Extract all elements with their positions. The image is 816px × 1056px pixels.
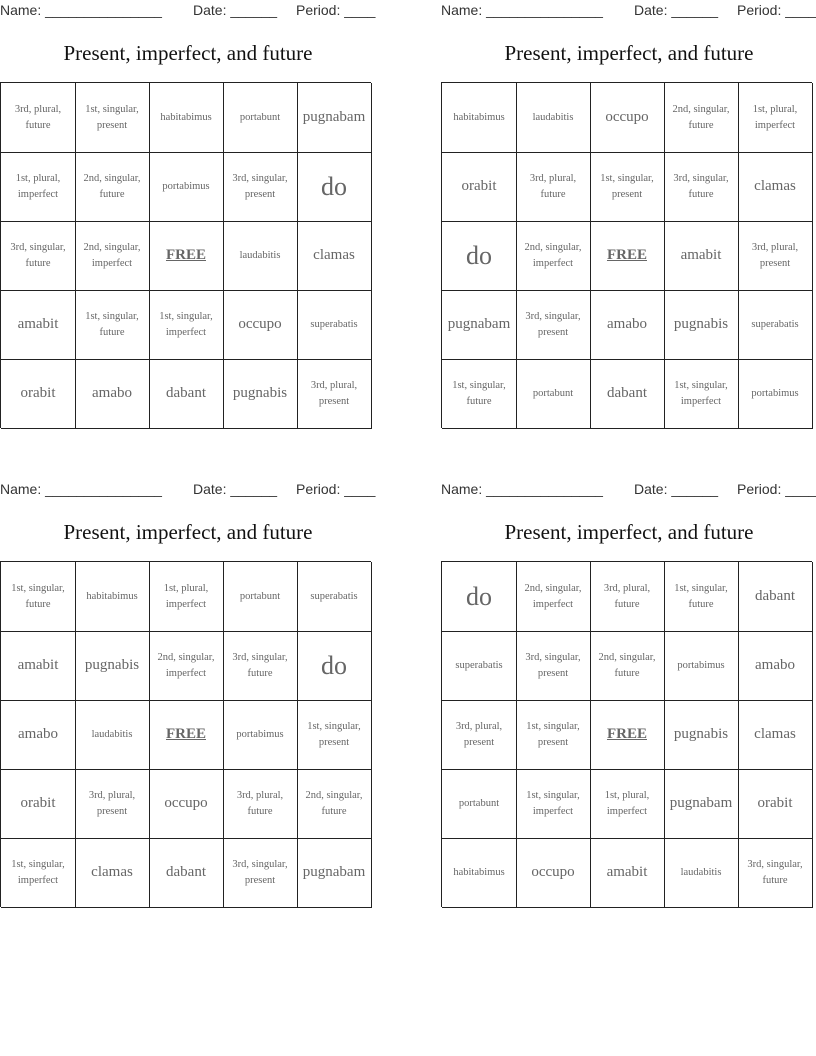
bingo-cell: pugnabam (442, 290, 517, 360)
bingo-cell: amabit (1, 631, 76, 701)
date-field: Date: ______ (193, 2, 278, 18)
card-header (0, 479, 376, 499)
bingo-cell: clamas (75, 838, 150, 908)
card-header (441, 479, 816, 499)
bingo-cell: superabatis (297, 562, 372, 632)
bingo-cell: 2nd, singular, future (590, 631, 665, 701)
bingo-cell: 3rd, plural, present (442, 700, 517, 770)
bingo-cell: amabo (738, 631, 813, 701)
name-field: Name: _______________ (0, 2, 162, 18)
bingo-cell: portabunt (223, 83, 298, 153)
bingo-cell: dabant (149, 359, 224, 429)
bingo-grid (0, 561, 371, 907)
bingo-cell: do (297, 631, 372, 701)
free-space-cell: FREE (149, 700, 224, 770)
card-title: Present, imperfect, and future (63, 41, 313, 65)
bingo-cell: orabit (1, 359, 76, 429)
name-field: Name: _______________ (441, 481, 603, 497)
bingo-cell: habitabimus (75, 562, 150, 632)
bingo-cell: dabant (149, 838, 224, 908)
card-header (441, 0, 816, 20)
bingo-cell: 3rd, singular, future (1, 221, 76, 291)
free-space-cell: FREE (149, 221, 224, 291)
bingo-cell: 1st, singular, future (442, 359, 517, 429)
bingo-cell: 1st, singular, future (1, 562, 76, 632)
bingo-cell: clamas (738, 152, 813, 222)
free-space-cell: FREE (590, 221, 665, 291)
bingo-cell: 3rd, singular, future (738, 838, 813, 908)
bingo-grid (441, 82, 812, 428)
bingo-cell: superabatis (297, 290, 372, 360)
bingo-cell: portabimus (738, 359, 813, 429)
bingo-cell: pugnabam (297, 838, 372, 908)
period-field: Period: ____ (296, 481, 376, 497)
bingo-cell: 1st, singular, present (297, 700, 372, 770)
bingo-cell: pugnabis (664, 700, 739, 770)
bingo-cell: pugnabam (664, 769, 739, 839)
bingo-cell: 1st, plural, imperfect (149, 562, 224, 632)
bingo-cell: 1st, plural, imperfect (1, 152, 76, 222)
bingo-cell: 3rd, singular, present (223, 152, 298, 222)
bingo-cell: 1st, singular, future (75, 290, 150, 360)
bingo-cell: 1st, singular, imperfect (1, 838, 76, 908)
bingo-cell: amabo (1, 700, 76, 770)
bingo-cell: 1st, singular, present (75, 83, 150, 153)
free-space-cell: FREE (590, 700, 665, 770)
bingo-cell: clamas (297, 221, 372, 291)
bingo-cell: occupo (516, 838, 591, 908)
bingo-cell: 1st, plural, imperfect (738, 83, 813, 153)
bingo-cell: habitabimus (149, 83, 224, 153)
date-field: Date: ______ (634, 2, 719, 18)
bingo-cell: amabo (590, 290, 665, 360)
bingo-cell: 3rd, singular, present (223, 838, 298, 908)
date-field: Date: ______ (634, 481, 719, 497)
bingo-cell: 2nd, singular, future (75, 152, 150, 222)
bingo-cell: habitabimus (442, 838, 517, 908)
bingo-cell: 3rd, plural, present (297, 359, 372, 429)
bingo-cell: dabant (590, 359, 665, 429)
bingo-cell: pugnabis (223, 359, 298, 429)
bingo-cell: occupo (149, 769, 224, 839)
bingo-grid (441, 561, 812, 907)
card-title: Present, imperfect, and future (63, 520, 313, 544)
bingo-cell: 2nd, singular, imperfect (75, 221, 150, 291)
bingo-cell: laudabitis (664, 838, 739, 908)
bingo-cell: laudabitis (516, 83, 591, 153)
name-field: Name: _______________ (441, 2, 603, 18)
bingo-cell: 3rd, singular, future (223, 631, 298, 701)
bingo-cell: do (442, 562, 517, 632)
bingo-cell: amabit (664, 221, 739, 291)
bingo-cell: 3rd, singular, present (516, 631, 591, 701)
bingo-cell: orabit (738, 769, 813, 839)
bingo-cell: amabo (75, 359, 150, 429)
bingo-cell: 1st, singular, present (590, 152, 665, 222)
bingo-cell: occupo (223, 290, 298, 360)
bingo-cell: 3rd, singular, present (516, 290, 591, 360)
bingo-cell: 3rd, plural, future (590, 562, 665, 632)
bingo-cell: portabunt (442, 769, 517, 839)
name-field: Name: _______________ (0, 481, 162, 497)
bingo-cell: occupo (590, 83, 665, 153)
bingo-cell: 2nd, singular, future (664, 83, 739, 153)
bingo-cell: amabit (1, 290, 76, 360)
date-field: Date: ______ (193, 481, 278, 497)
bingo-cell: 3rd, plural, future (516, 152, 591, 222)
bingo-cell: 1st, singular, imperfect (664, 359, 739, 429)
bingo-cell: orabit (1, 769, 76, 839)
bingo-cell: amabit (590, 838, 665, 908)
bingo-cell: 3rd, singular, future (664, 152, 739, 222)
bingo-cell: laudabitis (75, 700, 150, 770)
bingo-grid (0, 82, 371, 428)
bingo-cell: 1st, singular, present (516, 700, 591, 770)
bingo-cell: portabimus (223, 700, 298, 770)
bingo-cell: superabatis (442, 631, 517, 701)
bingo-cell: habitabimus (442, 83, 517, 153)
period-field: Period: ____ (296, 2, 376, 18)
bingo-cell: orabit (442, 152, 517, 222)
bingo-cell: 2nd, singular, future (297, 769, 372, 839)
card-header (0, 0, 376, 20)
bingo-cell: pugnabis (664, 290, 739, 360)
bingo-cell: laudabitis (223, 221, 298, 291)
bingo-cell: 2nd, singular, imperfect (516, 562, 591, 632)
bingo-cell: portabimus (664, 631, 739, 701)
bingo-cell: do (442, 221, 517, 291)
bingo-cell: dabant (738, 562, 813, 632)
bingo-cell: 2nd, singular, imperfect (149, 631, 224, 701)
bingo-cell: do (297, 152, 372, 222)
bingo-cell: 3rd, plural, present (75, 769, 150, 839)
card-title: Present, imperfect, and future (504, 41, 754, 65)
period-field: Period: ____ (737, 481, 816, 497)
bingo-cell: 2nd, singular, imperfect (516, 221, 591, 291)
bingo-cell: 1st, singular, future (664, 562, 739, 632)
bingo-cell: portabunt (516, 359, 591, 429)
bingo-cell: 1st, plural, imperfect (590, 769, 665, 839)
bingo-cell: 3rd, plural, future (223, 769, 298, 839)
bingo-cell: portabunt (223, 562, 298, 632)
bingo-cell: pugnabis (75, 631, 150, 701)
bingo-cell: superabatis (738, 290, 813, 360)
bingo-cell: 1st, singular, imperfect (516, 769, 591, 839)
bingo-cell: portabimus (149, 152, 224, 222)
bingo-cell: 3rd, plural, future (1, 83, 76, 153)
card-title: Present, imperfect, and future (504, 520, 754, 544)
bingo-cell: clamas (738, 700, 813, 770)
period-field: Period: ____ (737, 2, 816, 18)
bingo-cell: 3rd, plural, present (738, 221, 813, 291)
bingo-cell: pugnabam (297, 83, 372, 153)
bingo-cell: 1st, singular, imperfect (149, 290, 224, 360)
